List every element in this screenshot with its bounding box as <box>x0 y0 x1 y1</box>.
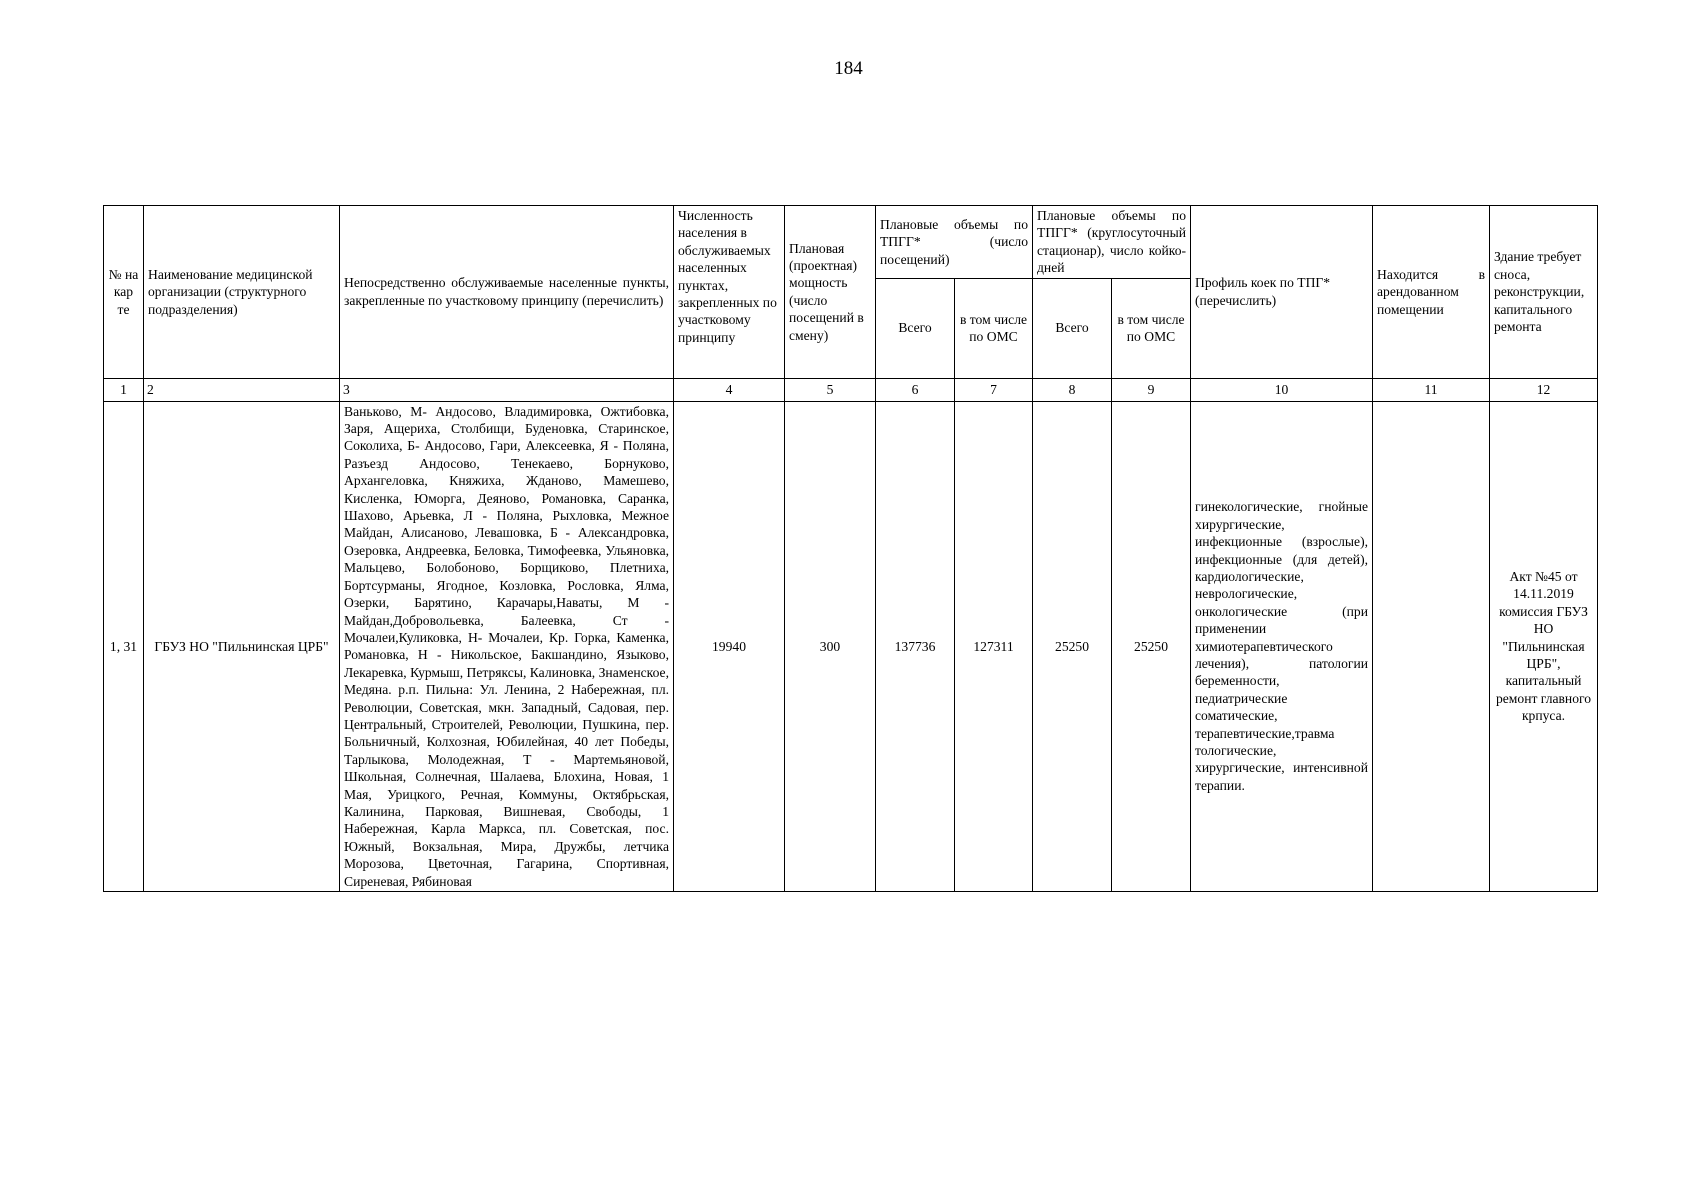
facilities-table <box>103 205 1598 892</box>
column-number: 2 <box>144 378 340 401</box>
map-number-cell: 1, 31 <box>104 401 144 891</box>
header-visits-group: Плановые объемы по ТПГГ* (число посещений) <box>876 206 1033 279</box>
header-settlements: Непосредственно обслуживаемые населенные пункты, закрепленные по участковому принципу (перечислить) <box>340 206 674 379</box>
column-number: 6 <box>876 378 955 401</box>
column-number: 12 <box>1490 378 1598 401</box>
header-bed-days-oms: в том числе по ОМС <box>1112 278 1191 378</box>
column-number: 7 <box>955 378 1033 401</box>
column-number: 10 <box>1191 378 1373 401</box>
header-bed-profiles: Профиль коек по ТПГ* (перечислить) <box>1191 206 1373 379</box>
column-number: 9 <box>1112 378 1191 401</box>
visits-oms-cell: 127311 <box>955 401 1033 891</box>
header-bed-days-total: Всего <box>1033 278 1112 378</box>
header-bed-days-group: Плановые объемы по ТПГГ* (круглосуточный стационар), число койко-дней <box>1033 206 1191 279</box>
column-number-row <box>104 378 1598 401</box>
table-row <box>104 401 1598 891</box>
column-number: 3 <box>340 378 674 401</box>
column-number: 4 <box>674 378 785 401</box>
population-cell: 19940 <box>674 401 785 891</box>
capacity-cell: 300 <box>785 401 876 891</box>
rented-cell <box>1373 401 1490 891</box>
header-visits-total: Всего <box>876 278 955 378</box>
bed-profiles-cell: гинекологические, гнойные хирургические, инфекционные (взрослые), инфекционные (для детей), кардиологические, неврологические, онкологические (при применении химиотерапевтического лечения), патологии беременности, педиатрические соматические, терапевтические,травма тологические, хирургические, интенсивной терапии. <box>1191 401 1373 891</box>
organization-cell: ГБУЗ НО "Пильнинская ЦРБ" <box>144 401 340 891</box>
header-capacity: Плановая (проектная) мощность (число посещений в смену) <box>785 206 876 379</box>
header-population: Численность населения в обслуживаемых населенных пунктах, закрепленных по участковому принципу <box>674 206 785 379</box>
header-building: Здание требует сноса, реконструкции, капитального ремонта <box>1490 206 1598 379</box>
page-number: 184 <box>834 58 863 79</box>
settlements-cell: Ваньково, М- Андосово, Владимировка, Ожтибовка, Заря, Ащериха, Столбищи, Буденовка, Старинское, Соколиха, Б- Андосово, Гари, Алексеевка, Я - Поляна, Разъезд Андосово, Тенекаево, Борнуково, Архангеловка, Княжиха, Жданово, Мамешево, Кисленка, Юморга, Деяново, Романовка, Саранка, Шахово, Арьевка, Л - Поляна, Рыхловка, Межное Майдан, Алисаново, Левашовка, Б - Александровка, Озеровка, Андреевка, Беловка, Тимофеевка, Ульяновка, Мальцево, Болобоново, Борщиково, Плетниха, Бортсурманы, Ягодное, Козловка, Рословка, Ялма, Озерки, Барятино, Карачары,Наваты, М - Майдан,Добровольевка, Балеевка, Ст - Мочалеи,Куликовка, Н- Мочалеи, Кр. Горка, Каменка, Романовка, Н - Никольское, Бакшандино, Языково, Лекаревка, Курмыш, Петряксы, Калиновка, Знаменское, Медяна. р.п. Пильна: Ул. Ленина, 2 Набережная, пл. Революции, Советская, мкн. Западный, Садовая, пер. Центральный, Строителей, Революции, Пушкина, пер. Больничный, Колхозная, Юбилейная, 40 лет Победы, Тарлыкова, Молодежная, Т - Мартемьяновой, Школьная, Солнечная, Шалаева, Блохина, Новая, 1 Мая, Урицкого, Речная, Коммуны, Октябрьская, Калинина, Парковая, Вишневая, Свободы, 1 Набережная, Карла Маркса, пл. Советская, пос. Южный, Вокзальная, Мира, Дружбы, летчика Морозова, Цветочная, Гагарина, Спортивная, Сиреневая, Рябиновая <box>340 401 674 891</box>
building-note-cell: Акт №45 от 14.11.2019 комиссия ГБУЗ НО "Пильнинская ЦРБ", капитальный ремонт главного крпуса. <box>1490 401 1598 891</box>
header-map-number: № на кар те <box>104 206 144 379</box>
column-number: 5 <box>785 378 876 401</box>
header-rented: Находится в арендованном помещении <box>1373 206 1490 379</box>
column-number: 1 <box>104 378 144 401</box>
column-number: 8 <box>1033 378 1112 401</box>
header-row-1 <box>104 206 1598 279</box>
header-organization: Наименование медицинской организации (структурного подразделения) <box>144 206 340 379</box>
column-number: 11 <box>1373 378 1490 401</box>
visits-total-cell: 137736 <box>876 401 955 891</box>
header-visits-oms: в том числе по ОМС <box>955 278 1033 378</box>
bed-days-oms-cell: 25250 <box>1112 401 1191 891</box>
bed-days-total-cell: 25250 <box>1033 401 1112 891</box>
